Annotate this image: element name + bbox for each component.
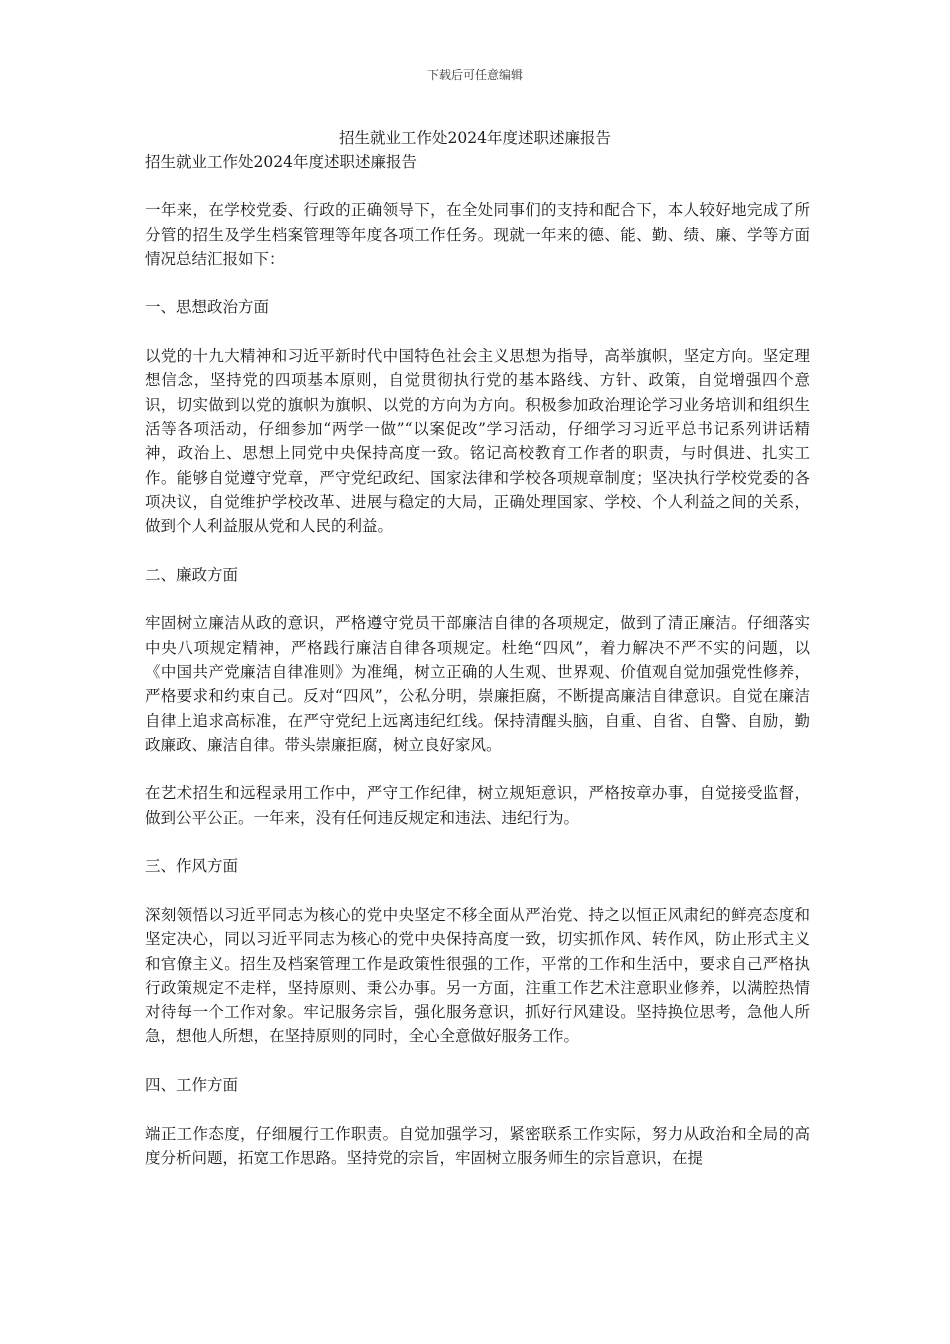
document-body <box>145 150 810 1194</box>
section-heading: 三、作风方面 <box>145 857 239 876</box>
section-heading: 二、廉政方面 <box>145 565 239 584</box>
intro-paragraph: 一年来，在学校党委、行政的正确领导下，在全处同事们的支持和配合下，本人较好地完成了所分管的招生及学生档案管理等年度各项工作任务。现就一年来的德、能、勤、绩、廉、学等方面情况总结汇报如下： <box>145 201 810 268</box>
section-heading: 四、工作方面 <box>145 1075 239 1094</box>
section-paragraph: 深刻领悟以习近平同志为核心的党中央坚定不移全面从严治党、持之以恒正风肃纪的鲜亮态度和坚定决心，同以习近平同志为核心的党中央保持高度一致，切实抓作风、转作风，防止形式主义和官僚主义。招生及档案管理工作是政策性很强的工作，平常的工作和生活中，要求自己严格执行政策规定不走样，坚持原则、秉公办事。另一方面，注重工作艺术注意职业修养，以满腔热情对待每一个工作对象。牢记服务宗旨，强化服务意识，抓好行风建设。坚持换位思考，急他人所急，想他人所想，在坚持原则的同时，全心全意做好服务工作。 <box>145 905 810 1046</box>
document-subtitle: 招生就业工作处2024年度述职述廉报告 <box>145 153 417 171</box>
section-paragraph: 在艺术招生和远程录用工作中，严守工作纪律，树立规矩意识，严格按章办事，自觉接受监督，做到公平公正。一年来，没有任何违反规定和违法、违纪行为。 <box>145 784 810 827</box>
section-heading: 一、思想政治方面 <box>145 298 270 317</box>
document-title: 招生就业工作处2024年度述职述廉报告 <box>339 129 611 147</box>
header-note: 下载后可任意编辑 <box>426 68 523 82</box>
section-paragraph: 以党的十九大精神和习近平新时代中国特色社会主义思想为指导，高举旗帜，坚定方向。坚定理想信念，坚持党的四项基本原则，自觉贯彻执行党的基本路线、方针、政策，自觉增强四个意识，切实做到以党的旗帜为旗帜、以党的方向为方向。积极参加政治理论学习业务培训和组织生活等各项活动，仔细参加“两学一做”“以案促改”学习活动，仔细学习习近平总书记系列讲话精神，政治上、思想上同党中央保持高度一致。铭记高校教育工作者的职责，与时俱进、扎实工作。能够自觉遵守党章，严守党纪政纪、国家法律和学校各项规章制度；坚决执行学校党委的各项决议，自觉维护学校改革、进展与稳定的大局，正确处理国家、学校、个人利益之间的关系，做到个人利益服从党和人民的利益。 <box>145 347 810 536</box>
section-paragraph: 端正工作态度，仔细履行工作职责。自觉加强学习，紧密联系工作实际，努力从政治和全局的高度分析问题，拓宽工作思路。坚持党的宗旨，牢固树立服务师生的宗旨意识，在提 <box>145 1124 810 1167</box>
section-paragraph: 牢固树立廉洁从政的意识，严格遵守党员干部廉洁自律的各项规定，做到了清正廉洁。仔细落实中央八项规定精神，严格践行廉洁自律各项规定。杜绝“四风”，着力解决不严不实的问题，以《中国共产党廉洁自律准则》为准绳，树立正确的人生观、世界观、价值观自觉加强党性修养，严格要求和约束自己。反对“四风”，公私分明，崇廉拒腐，不断提高廉洁自律意识。自觉在廉洁自律上追求高标准，在严守党纪上远离违纪红线。保持清醒头脑，自重、自省、自警、自励，勤政廉政、廉洁自律。带头崇廉拒腐，树立良好家风。 <box>145 614 810 754</box>
